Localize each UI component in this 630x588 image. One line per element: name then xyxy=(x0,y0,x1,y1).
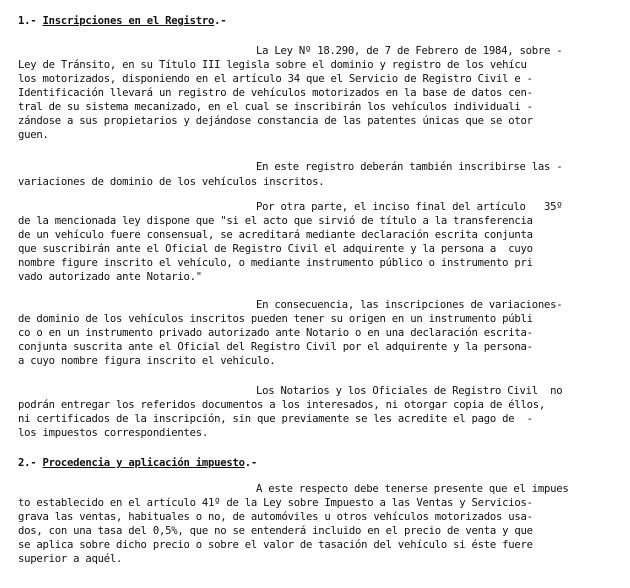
paragraph-line: La Ley Nº 18.290, de 7 de Febrero de 1984, sobre - xyxy=(256,45,563,57)
paragraph-line: Por otra parte, el inciso final del artículo 35º xyxy=(256,201,563,213)
paragraph-line: vado autorizado ante Notario." xyxy=(18,271,202,283)
paragraph-line: podrán entregar los referidos documentos a los interesados, ni otorgar copia de éllos, xyxy=(18,399,546,411)
paragraph-line: que suscribirán ante el Oficial de Registro Civil el adquirente y la persona a cuyo xyxy=(18,243,533,255)
paragraph-line: a cuyo nombre figura inscrito el vehículo. xyxy=(18,355,276,367)
paragraph-line: A este respecto debe tenerse presente que el impues xyxy=(256,483,569,495)
paragraph-line: se aplica sobre dicho precio o sobre el valor de tasación del vehículo si éste fuere xyxy=(18,539,533,551)
paragraph-line: tral de su sistema mecanizado, en el cual se inscribirán los vehículos individuali - xyxy=(18,101,533,113)
section-2-number: 2.- xyxy=(18,457,37,469)
paragraph-line: variaciones de dominio de los vehículos inscritos. xyxy=(18,176,325,188)
paragraph-line: de dominio de los vehículos inscritos pueden tener su origen en un instrumento públi xyxy=(18,313,533,325)
paragraph-line: Los Notarios y los Oficiales de Registro Civil no xyxy=(256,385,563,397)
paragraph-line: nombre figure inscrito el vehículo, o mediante instrumento público o instrumento pri xyxy=(18,257,533,269)
paragraph-line: zándose a sus propietarios y dejándose constancia de las patentes únicas que se otor xyxy=(18,115,533,127)
paragraph-line: conjunta suscrita ante el Oficial del Registro Civil por el adquirente y la persona- xyxy=(18,341,533,353)
paragraph-line: Ley de Tránsito, en su Título III legisla sobre el dominio y registro de los vehícu xyxy=(18,59,527,71)
paragraph-line: dos, con una tasa del 0,5%, que no se entenderá incluido en el precio de venta y que xyxy=(18,525,533,537)
paragraph-line: superior a aquél. xyxy=(18,553,123,565)
paragraph-line: co o en un instrumento privado autorizado ante Notario o en una declaración escrita- xyxy=(18,327,533,339)
paragraph-line: los motorizados, disponiendo en el artículo 34 que el Servicio de Registro Civil e - xyxy=(18,73,533,85)
paragraph-line: grava las ventas, habituales o no, de automóviles u otros vehículos motorizados usa- xyxy=(18,511,533,523)
paragraph-line: de un vehículo fuere consensual, se acreditará mediante declaración escrita conjunta xyxy=(18,229,533,241)
section-2-heading xyxy=(18,456,612,470)
paragraph-line: guen. xyxy=(18,129,49,141)
paragraph-line: En este registro deberán también inscribirse las - xyxy=(256,161,563,173)
paragraph-line: Identificación llevará un registro de vehículos motorizados en la base de datos cen- xyxy=(18,87,533,99)
paragraph-line: de la mencionada ley dispone que "si el acto que sirvió de título a la transferencia xyxy=(18,215,533,227)
section-1-title: Inscripciones en el Registro xyxy=(42,15,215,27)
paragraph-line: ni certificados de la inscripción, sin que previamente se les acredite el pago de - xyxy=(18,413,533,425)
paragraph-line: los impuestos correspondientes. xyxy=(18,427,208,439)
section-2-suffix: .- xyxy=(244,457,258,469)
section-2-title: Procedencia y aplicación impuesto xyxy=(42,457,245,469)
paragraph-line: to establecido en el artículo 41º de la Ley sobre Impuesto a las Ventas y Servicios- xyxy=(18,497,533,509)
section-1-number: 1.- xyxy=(18,15,37,27)
section-1-heading xyxy=(18,14,612,28)
paragraph-line: En consecuencia, las inscripciones de variaciones- xyxy=(256,299,563,311)
section-1-suffix: .- xyxy=(214,15,227,27)
